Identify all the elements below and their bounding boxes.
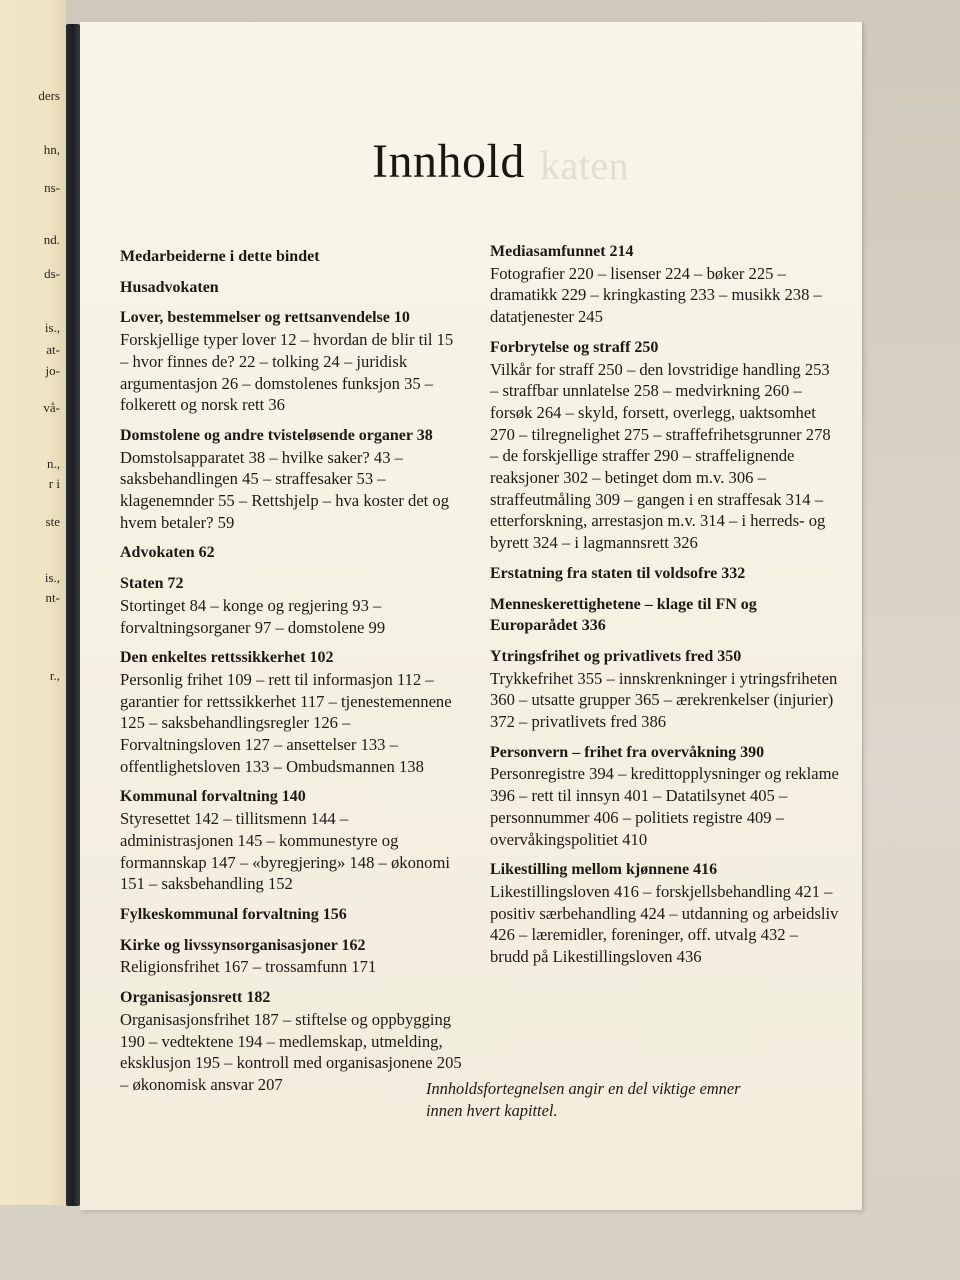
toc-subtopics: Religionsfrihet 167 – trossamfunn 171 — [120, 957, 377, 977]
toc-heading: Ytringsfrihet og privatlivets fred 350 — [490, 647, 742, 665]
toc-heading: Husadvokaten — [120, 278, 219, 296]
toc-subtopics: Personlig frihet 109 – rett til informasjon 112 – garantier for rettssikkerhet 117 – tjenestemennene 125 – saksbehandlingsregler 126 – Forvaltningsloven 127 – ansettelser 133 – offentlighetsloven 133 – Ombudsmannen 138 — [120, 669, 452, 776]
facing-page-fragment: nd. — [43, 232, 60, 247]
toc-entry — [490, 646, 840, 733]
toc-subtopics: Stortinget 84 – konge og regjering 93 – forvaltningsorganer 97 – domstolene 99 — [120, 595, 386, 637]
toc-heading: Medarbeiderne i dette bindet — [120, 248, 320, 265]
toc-entry — [490, 594, 840, 637]
toc-entry — [120, 786, 465, 895]
toc-right-column — [490, 241, 840, 977]
facing-page-fragment: r., — [49, 668, 60, 683]
facing-page-fragment: jo- — [45, 363, 60, 378]
toc-heading: Kommunal forvaltning 140 — [120, 788, 306, 806]
facing-page-fragment: ders — [38, 88, 60, 103]
toc-entry — [490, 742, 840, 851]
facing-page-fragment: is., — [44, 570, 60, 585]
toc-heading: Erstatning fra staten til voldsofre 332 — [490, 564, 746, 582]
toc-subtopics: Likestillingsloven 416 – forskjellsbehandling 421 – positiv særbehandling 424 – utdanning og arbeidsliv 426 – læremidler, foreninger, off. utvalg 432 – brudd på Likestillingsloven 436 — [490, 881, 839, 967]
toc-entry — [490, 337, 840, 554]
book-spine — [66, 24, 80, 1206]
toc-heading: Mediasamfunnet 214 — [490, 243, 634, 260]
show-through-text: katen — [540, 143, 630, 188]
toc-subtopics: Vilkår for straff 250 – den lovstridige handling 253 – straffbar unnlatelse 258 – medvirkning 260 – forsøk 264 – skyld, forsett, overlegg, uaktsomhet 270 – tilregnelighet 275 – straffefrihetsgrunner 278 – de forskjellige straffer 290 – straffelignende reaksjoner 302 – betinget dom m.v. 306 – straffeutmåling 309 – gangen i en straffesak 314 – etterforskning, arrestasjon m.v. 314 – i herreds- og byrett 324 – i lagmannsrett 326 — [490, 359, 831, 553]
toc-heading: Forbrytelse og straff 250 — [490, 338, 659, 356]
toc-entry — [120, 904, 465, 926]
toc-heading: Likestilling mellom kjønnene 416 — [490, 861, 718, 879]
toc-heading: Menneskerettighetene – klage til FN og Europarådet 336 — [490, 595, 757, 635]
toc-entry — [120, 542, 465, 564]
toc-heading: Advokaten 62 — [120, 544, 215, 562]
facing-page-fragment: n., — [47, 456, 60, 471]
facing-page-fragment: r i — [48, 476, 60, 491]
toc-entry — [490, 241, 840, 328]
toc-subtopics: Fotografier 220 – lisenser 224 – bøker 225 – dramatikk 229 – kringkasting 233 – musikk 238 – datatjenester 245 — [490, 263, 822, 327]
facing-page-fragment: ds- — [44, 266, 60, 281]
toc-subtopics: Personregistre 394 – kredittopplysninger og reklame 396 – rett til innsyn 401 – Datatilsynet 405 – personnummer 406 – politiets registre 409 – overvåkingspolitiet 410 — [490, 764, 839, 849]
facing-page-fragment: hn, — [43, 142, 60, 157]
facing-page-fragment: ns- — [44, 180, 60, 195]
toc-subtopics: Organisasjonsfrihet 187 – stiftelse og oppbygging 190 – vedtektene 194 – medlemskap, utmelding, eksklusjon 195 – kontroll med organisasjonene 205 – økonomisk ansvar 207 — [120, 1009, 462, 1094]
toc-entry — [490, 859, 840, 968]
toc-heading: Lover, bestemmelser og rettsanvendelse 10 — [120, 309, 410, 327]
toc-heading: Kirke og livssynsorganisasjoner 162 — [120, 936, 366, 954]
contents-page — [80, 22, 862, 1210]
toc-heading: Personvern – frihet fra overvåkning 390 — [490, 743, 765, 761]
facing-page-fragment: ste — [45, 514, 60, 529]
toc-left-column — [120, 246, 465, 1105]
toc-entry — [120, 573, 465, 638]
facing-page-fragment: at- — [46, 342, 60, 357]
toc-subtopics: Forskjellige typer lover 12 – hvordan de blir til 15 – hvor finnes de? 22 – tolking 24 – juridisk argumentasjon 26 – domstolenes funksjon 35 – folkerett og norsk rett 36 — [120, 330, 454, 415]
contents-footnote: Innholdsfortegnelsen angir en del viktige emner innen hvert kapittel. — [426, 1079, 741, 1120]
toc-heading: Den enkeltes rettssikkerhet 102 — [120, 649, 334, 667]
toc-entry — [120, 935, 465, 978]
toc-entry — [120, 425, 465, 534]
toc-heading: Staten 72 — [120, 575, 184, 593]
toc-entry — [120, 987, 465, 1096]
toc-entry — [120, 277, 465, 299]
facing-page-fragment: vå- — [43, 400, 60, 415]
facing-page-fragment: nt- — [45, 590, 60, 605]
toc-heading: Domstolene og andre tvisteløsende organer 38 — [120, 426, 433, 444]
facing-page — [0, 0, 66, 1205]
facing-page-fragment: is., — [44, 320, 60, 335]
toc-entry — [120, 647, 465, 777]
toc-entry — [120, 246, 465, 268]
toc-subtopics: Styresettet 142 – tillitsmenn 144 – administrasjonen 145 – kommunestyre og formannskap 147 – «byregjering» 148 – økonomi 151 – saksbehandling 152 — [120, 809, 450, 894]
toc-subtopics: Trykkefrihet 355 – innskrenkninger i ytringsfriheten 360 – utsatte grupper 365 – ærekrenkelser (injurier) 372 – privatlivets fred 386 — [490, 668, 838, 732]
toc-subtopics: Domstolsapparatet 38 – hvilke saker? 43 – saksbehandlingen 45 – straffesaker 53 – klagenemnder 55 – Rettshjelp – hva koster det og hvem betaler? 59 — [120, 447, 450, 532]
toc-entry — [120, 307, 465, 416]
page-title: Innhold — [372, 135, 525, 188]
toc-entry — [490, 563, 840, 585]
toc-heading: Fylkeskommunal forvaltning 156 — [120, 905, 347, 923]
toc-heading: Organisasjonsrett 182 — [120, 989, 271, 1007]
